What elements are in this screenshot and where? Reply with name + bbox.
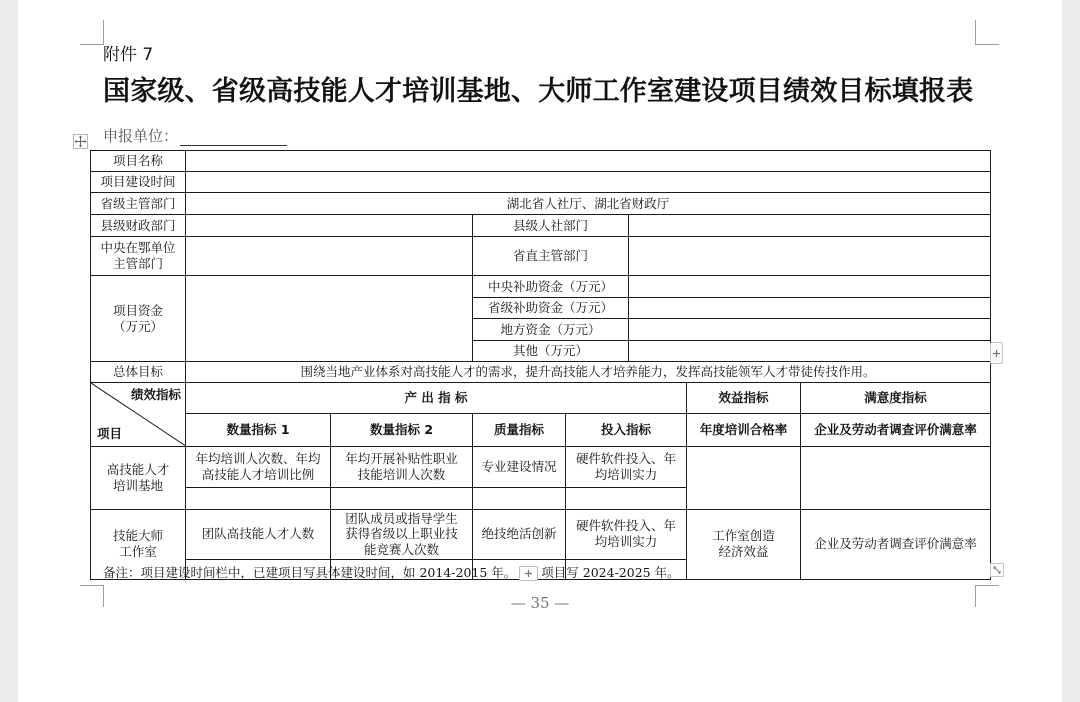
overall-goal-label: 总体目标 xyxy=(91,362,186,383)
county-hr-label: 县级人社部门 xyxy=(473,215,629,237)
funding-item-value[interactable] xyxy=(629,341,991,362)
footnote-head: 备注：项目建设时间栏中，已建项目写具体建设时间，如 2014-2015 年。 xyxy=(103,565,517,580)
diagonal-header-cell xyxy=(91,383,186,447)
funding-item-label: 其他（万元） xyxy=(473,341,629,362)
funding-item-label: 地方资金（万元） xyxy=(473,319,629,341)
table-cell[interactable]: 团队高技能人才人数 xyxy=(186,509,331,559)
table-cell[interactable]: 年均培训人次数、年均高技能人才培训比例 xyxy=(186,446,331,487)
provincial-dept-label: 省级主管部门 xyxy=(91,193,186,215)
plus-icon xyxy=(992,349,1001,358)
funding-item-value[interactable] xyxy=(629,298,991,319)
footnote xyxy=(103,564,680,582)
funding-total-value[interactable] xyxy=(186,276,473,362)
central-unit-label: 中央在鄂单位 主管部门 xyxy=(91,237,186,276)
project-name-label: 项目名称 xyxy=(91,151,186,172)
sub-header-satisfaction: 企业及劳动者调查评价满意率 xyxy=(801,414,991,446)
row-label-training-base: 高技能人才 培训基地 xyxy=(91,446,186,509)
page-number: — 35 — xyxy=(510,594,570,612)
sub-header-input: 投入指标 xyxy=(566,414,687,446)
crop-mark-top-right-v xyxy=(975,20,976,44)
build-time-value[interactable] xyxy=(186,172,991,193)
crop-mark-top-left-v xyxy=(103,20,104,44)
table-move-handle[interactable] xyxy=(73,134,88,149)
table-cell[interactable] xyxy=(801,446,991,509)
diag-header-project: 项目 xyxy=(97,425,123,441)
move-arrows-icon xyxy=(74,135,87,148)
table-cell[interactable] xyxy=(473,487,566,509)
page-title: 国家级、省级高技能人才培训基地、大师工作室建设项目绩效目标填报表 xyxy=(103,76,974,107)
project-name-value[interactable] xyxy=(186,151,991,172)
build-time-label: 项目建设时间 xyxy=(91,172,186,193)
funding-item-value[interactable] xyxy=(629,276,991,298)
crop-mark-top-right-h xyxy=(975,44,999,45)
resize-diagonal-icon xyxy=(992,565,1002,575)
table-cell[interactable]: 工作室创造 经济效益 xyxy=(687,509,801,579)
satisfaction-indicator-header: 满意度指标 xyxy=(801,383,991,414)
table-cell[interactable]: 硬件软件投入、年均培训实力 xyxy=(566,446,687,487)
applicant-input-line[interactable] xyxy=(180,131,287,146)
provincial-direct-value[interactable] xyxy=(629,237,991,276)
add-column-button[interactable] xyxy=(990,342,1003,364)
funding-item-label: 中央补助资金（万元） xyxy=(473,276,629,298)
table-cell[interactable]: 企业及劳动者调查评价满意率 xyxy=(801,509,991,579)
benefit-indicator-header: 效益指标 xyxy=(687,383,801,414)
funding-item-value[interactable] xyxy=(629,319,991,341)
funding-item-label: 省级补助资金（万元） xyxy=(473,298,629,319)
table-cell[interactable] xyxy=(687,446,801,509)
table-cell[interactable] xyxy=(331,487,473,509)
county-finance-value[interactable] xyxy=(186,215,473,237)
crop-mark-bottom-left-h xyxy=(80,585,104,586)
county-hr-value[interactable] xyxy=(629,215,991,237)
add-row-button[interactable] xyxy=(519,566,538,581)
crop-mark-top-left-h xyxy=(80,44,104,45)
table-cell[interactable]: 绝技绝活创新 xyxy=(473,509,566,559)
sub-header-quantity-2: 数量指标 2 xyxy=(331,414,473,446)
county-finance-label: 县级财政部门 xyxy=(91,215,186,237)
row-label-master-studio: 技能大师 工作室 xyxy=(91,509,186,579)
crop-mark-bottom-right-h xyxy=(975,585,999,586)
funding-label: 项目资金 （万元） xyxy=(91,276,186,362)
applicant-unit xyxy=(103,126,287,146)
sub-header-pass-rate: 年度培训合格率 xyxy=(687,414,801,446)
output-indicator-header: 产 出 指 标 xyxy=(186,383,687,414)
table-resize-handle[interactable] xyxy=(990,563,1004,577)
table-cell[interactable]: 专业建设情况 xyxy=(473,446,566,487)
applicant-label: 申报单位： xyxy=(103,127,179,145)
provincial-direct-label: 省直主管部门 xyxy=(473,237,629,276)
crop-mark-bottom-left-v xyxy=(103,585,104,607)
plus-icon xyxy=(524,569,533,578)
attachment-label: 附件 7 xyxy=(103,45,154,65)
provincial-dept-value[interactable]: 湖北省人社厅、湖北省财政厅 xyxy=(186,193,991,215)
table-cell[interactable]: 团队成员或指导学生获得省级以上职业技能竞赛人次数 xyxy=(331,509,473,559)
central-unit-value[interactable] xyxy=(186,237,473,276)
sub-header-quality: 质量指标 xyxy=(473,414,566,446)
performance-target-table xyxy=(90,150,991,580)
overall-goal-value[interactable]: 围绕当地产业体系对高技能人才的需求，提升高技能人才培养能力，发挥高技能领军人才带徒传技作用。 xyxy=(186,362,991,383)
table-cell[interactable] xyxy=(186,487,331,509)
footnote-tail: 项目写 2024-2025 年。 xyxy=(541,565,680,580)
table-cell[interactable]: 年均开展补贴性职业技能培训人次数 xyxy=(331,446,473,487)
sub-header-quantity-1: 数量指标 1 xyxy=(186,414,331,446)
diag-header-indicator: 绩效指标 xyxy=(130,387,181,402)
crop-mark-bottom-right-v xyxy=(975,585,976,607)
table-cell[interactable] xyxy=(566,487,687,509)
table-cell[interactable]: 硬件软件投入、年均培训实力 xyxy=(566,509,687,559)
